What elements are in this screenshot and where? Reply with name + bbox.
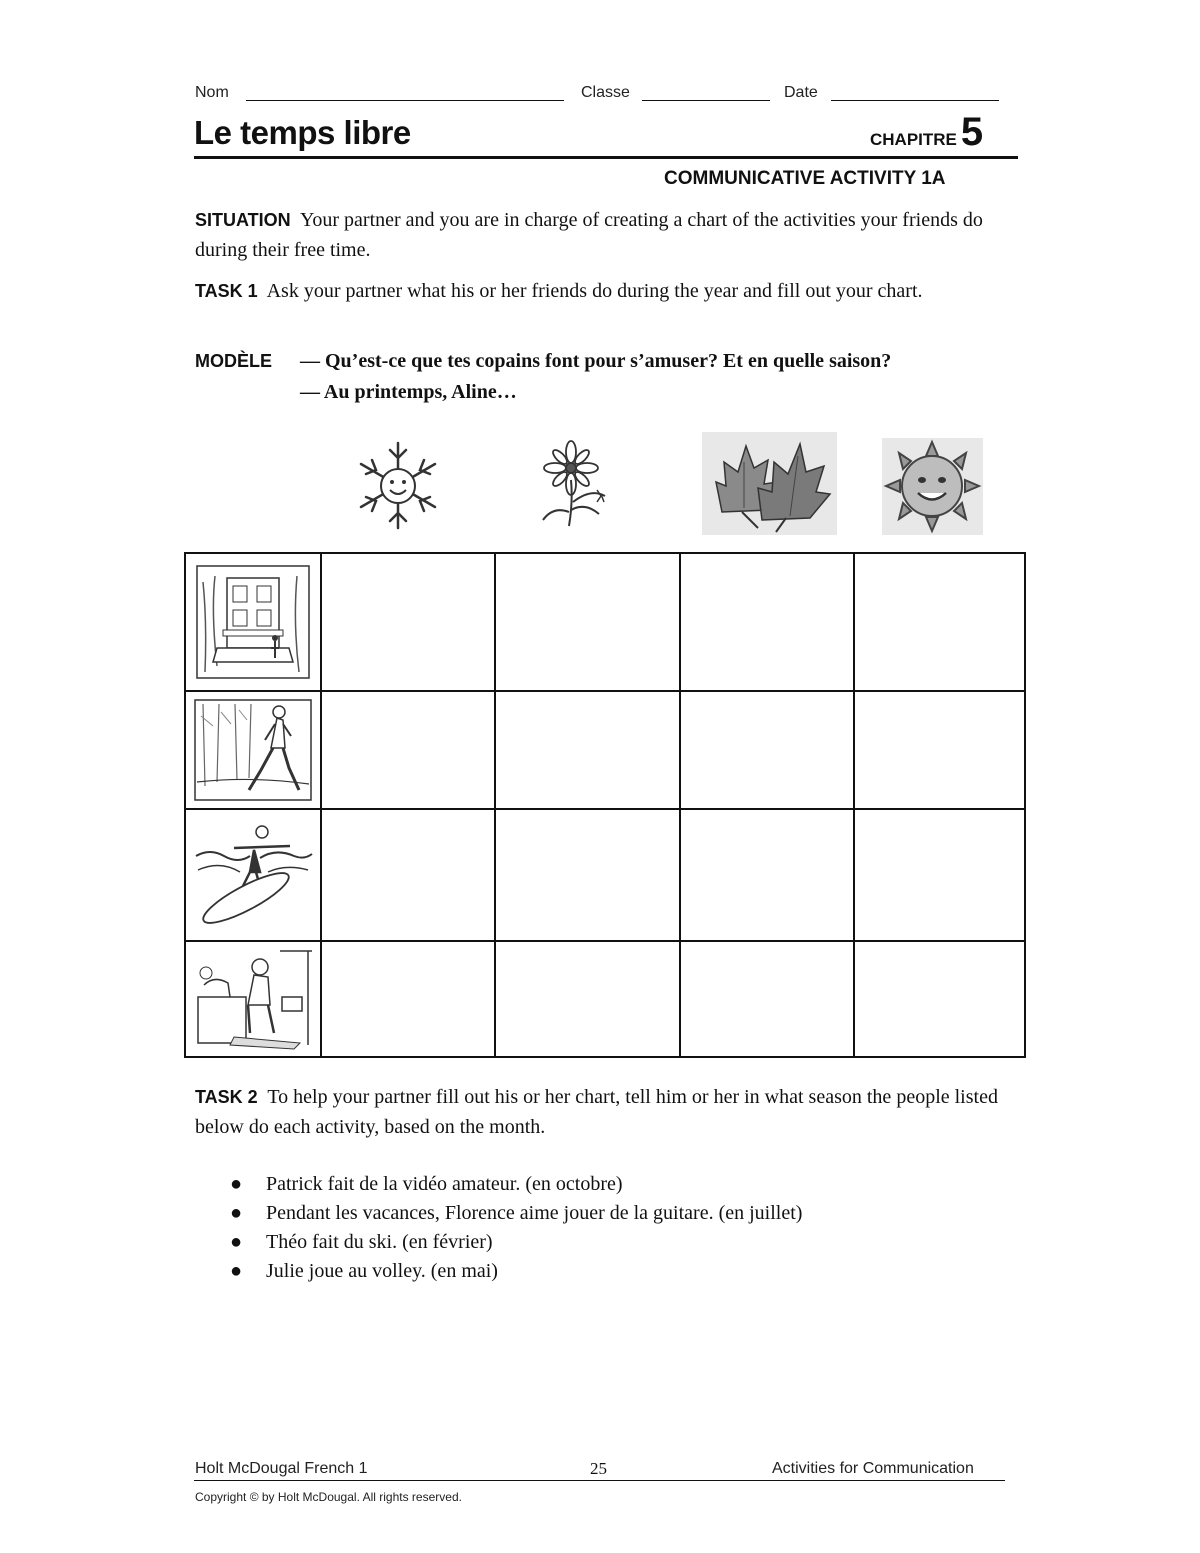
chart-cell[interactable] <box>854 941 1025 1057</box>
chapter-word: CHAPITRE <box>870 130 957 149</box>
date-label: Date <box>784 84 818 101</box>
table-row <box>185 809 1025 941</box>
chart-cell[interactable] <box>321 553 495 691</box>
modele-line-2: — Au printemps, Aline… <box>300 381 517 403</box>
bullet-icon: ● <box>230 1260 243 1282</box>
jogging-icon <box>191 696 315 804</box>
chapter-number: 5 <box>960 110 984 154</box>
modele-label: MODÈLE <box>195 351 273 371</box>
list-item-text: Pendant les vacances, Florence aime jouer de la guitare. (en juillet) <box>266 1202 803 1224</box>
footer-book-title: Holt McDougal French 1 <box>195 1460 368 1477</box>
page-number: 25 <box>590 1459 607 1478</box>
chart-cell[interactable] <box>321 691 495 809</box>
date-field[interactable] <box>831 100 999 101</box>
task1-label: TASK 1 <box>195 281 258 301</box>
page-title: Le temps libre <box>194 114 411 151</box>
flower-icon <box>533 440 619 530</box>
chart-cell[interactable] <box>321 941 495 1057</box>
row-icon-cell <box>185 691 321 809</box>
task2-text: To help your partner fill out his or her chart, tell him or her in what season the people listed below do each activity, based on the month. <box>195 1086 998 1138</box>
chart-cell[interactable] <box>680 691 854 809</box>
row-icon-cell <box>185 809 321 941</box>
table-row <box>185 941 1025 1057</box>
nom-label: Nom <box>195 84 229 101</box>
row-icon-cell <box>185 941 321 1057</box>
bullet-icon: ● <box>230 1173 243 1195</box>
copyright: Copyright © by Holt McDougal. All rights reserved. <box>195 1490 462 1504</box>
task2-list <box>228 1170 988 1286</box>
bullet-icon: ● <box>230 1202 243 1224</box>
list-item <box>228 1199 988 1228</box>
task1-text: Ask your partner what his or her friends do during the year and fill out your chart. <box>266 280 923 302</box>
footer-rule <box>194 1480 1005 1481</box>
list-item-text: Théo fait du ski. (en février) <box>266 1231 493 1253</box>
task1-paragraph <box>195 276 1005 306</box>
chart-cell[interactable] <box>680 941 854 1057</box>
museum-visit-icon <box>193 562 313 682</box>
snowflake-icon <box>348 438 448 533</box>
table-row <box>185 691 1025 809</box>
title-rule <box>194 156 1018 159</box>
list-item-text: Julie joue au volley. (en mai) <box>266 1260 498 1282</box>
task2-label: TASK 2 <box>195 1087 258 1107</box>
chart-cell[interactable] <box>680 553 854 691</box>
bullet-icon: ● <box>230 1231 243 1253</box>
row-icon-cell <box>185 553 321 691</box>
footer-section-title: Activities for Communication <box>772 1460 974 1477</box>
chart-cell[interactable] <box>495 553 680 691</box>
classe-field[interactable] <box>642 100 770 101</box>
surfing-icon <box>190 820 316 930</box>
chart-cell[interactable] <box>321 809 495 941</box>
situation-text: Your partner and you are in charge of creating a chart of the activities your friends do during their free time. <box>195 209 983 261</box>
activity-chart <box>184 552 1026 1058</box>
task2-paragraph <box>195 1082 1005 1142</box>
chart-cell[interactable] <box>854 553 1025 691</box>
activity-label: COMMUNICATIVE ACTIVITY 1A <box>664 168 946 189</box>
chart-cell[interactable] <box>495 809 680 941</box>
list-item <box>228 1170 988 1199</box>
chart-cell[interactable] <box>495 941 680 1057</box>
classe-label: Classe <box>581 84 630 101</box>
chart-cell[interactable] <box>854 691 1025 809</box>
chart-cell[interactable] <box>854 809 1025 941</box>
table-row <box>185 553 1025 691</box>
situation-label: SITUATION <box>195 210 291 230</box>
autumn-leaves-icon <box>702 432 837 535</box>
list-item-text: Patrick fait de la vidéo amateur. (en octobre) <box>266 1173 623 1195</box>
reading-icon <box>190 945 316 1053</box>
list-item <box>228 1257 988 1286</box>
situation-paragraph <box>195 205 1005 265</box>
chart-cell[interactable] <box>495 691 680 809</box>
modele-line-1: — Qu’est-ce que tes copains font pour s’amuser? Et en quelle saison? <box>300 350 892 372</box>
list-item <box>228 1228 988 1257</box>
nom-field[interactable] <box>246 100 564 101</box>
chapter-heading <box>870 110 983 155</box>
chart-cell[interactable] <box>680 809 854 941</box>
sun-icon <box>882 438 983 535</box>
